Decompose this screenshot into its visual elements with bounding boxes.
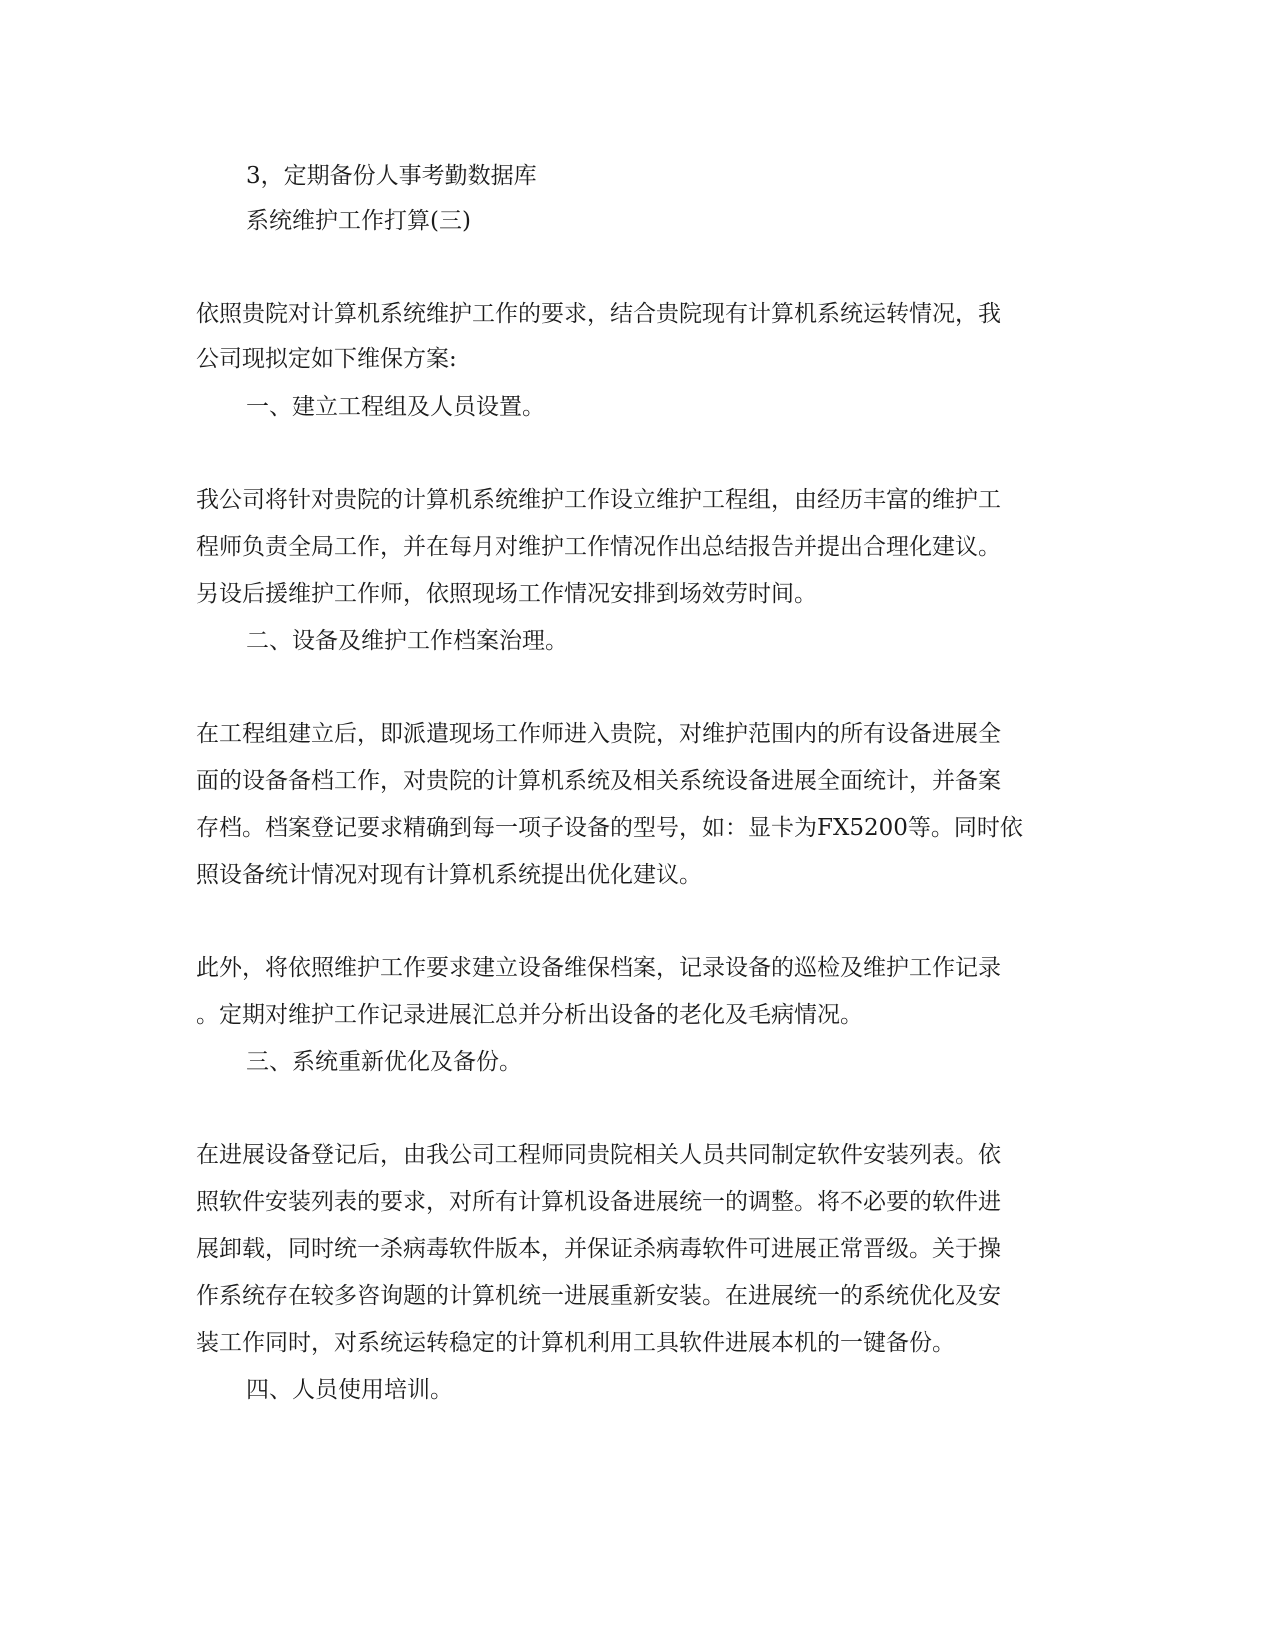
- section-1-heading: 一、建立工程组及人员设置。: [246, 394, 545, 420]
- section-3-line-5: 装工作同时，对系统运转稳定的计算机利用工具软件进展本机的一键备份。: [196, 1330, 955, 1356]
- section-3-line-2: 照软件安装列表的要求，对所有计算机设备进展统一的调整。将不必要的软件进: [196, 1189, 1001, 1215]
- list-item-3: 3，定期备份人事考勤数据库: [246, 163, 537, 189]
- section-1-line-1: 我公司将针对贵院的计算机系统维护工作设立维护工程组，由经历丰富的维护工: [196, 487, 1001, 513]
- section-2-line-1: 在工程组建立后，即派遣现场工作师进入贵院，对维护范围内的所有设备进展全: [196, 721, 1001, 747]
- section-2b-line-1: 此外，将依照维护工作要求建立设备维保档案，记录设备的巡检及维护工作记录: [196, 955, 1001, 981]
- section-2-heading: 二、设备及维护工作档案治理。: [246, 628, 568, 654]
- section-3-line-1: 在进展设备登记后，由我公司工程师同贵院相关人员共同制定软件安装列表。依: [196, 1142, 1001, 1168]
- section-2b-line-2: 。定期对维护工作记录进展汇总并分析出设备的老化及毛病情况。: [196, 1002, 863, 1028]
- section-1-line-3: 另设后援维护工作师，依照现场工作情况安排到场效劳时间。: [196, 581, 817, 607]
- intro-line-1: 依照贵院对计算机系统维护工作的要求，结合贵院现有计算机系统运转情况，我: [196, 301, 1001, 327]
- section-3-line-4: 作系统存在较多咨询题的计算机统一进展重新安装。在进展统一的系统优化及安: [196, 1283, 1001, 1309]
- section-2-line-3: 存档。档案登记要求精确到每一项子设备的型号，如：显卡为FX5200等。同时依: [196, 815, 1023, 841]
- section-4-heading: 四、人员使用培训。: [246, 1377, 453, 1403]
- section-1-line-2: 程师负责全局工作，并在每月对维护工作情况作出总结报告并提出合理化建议。: [196, 534, 1001, 560]
- intro-line-2: 公司现拟定如下维保方案:: [196, 346, 457, 372]
- section-2-line-2: 面的设备备档工作，对贵院的计算机系统及相关系统设备进展全面统计，并备案: [196, 768, 1001, 794]
- document-title: 系统维护工作打算(三): [246, 208, 471, 234]
- section-3-line-3: 展卸载，同时统一杀病毒软件版本，并保证杀病毒软件可进展正常晋级。关于操: [196, 1236, 1001, 1262]
- section-3-heading: 三、系统重新优化及备份。: [246, 1049, 522, 1075]
- section-2-line-4: 照设备统计情况对现有计算机系统提出优化建议。: [196, 862, 702, 888]
